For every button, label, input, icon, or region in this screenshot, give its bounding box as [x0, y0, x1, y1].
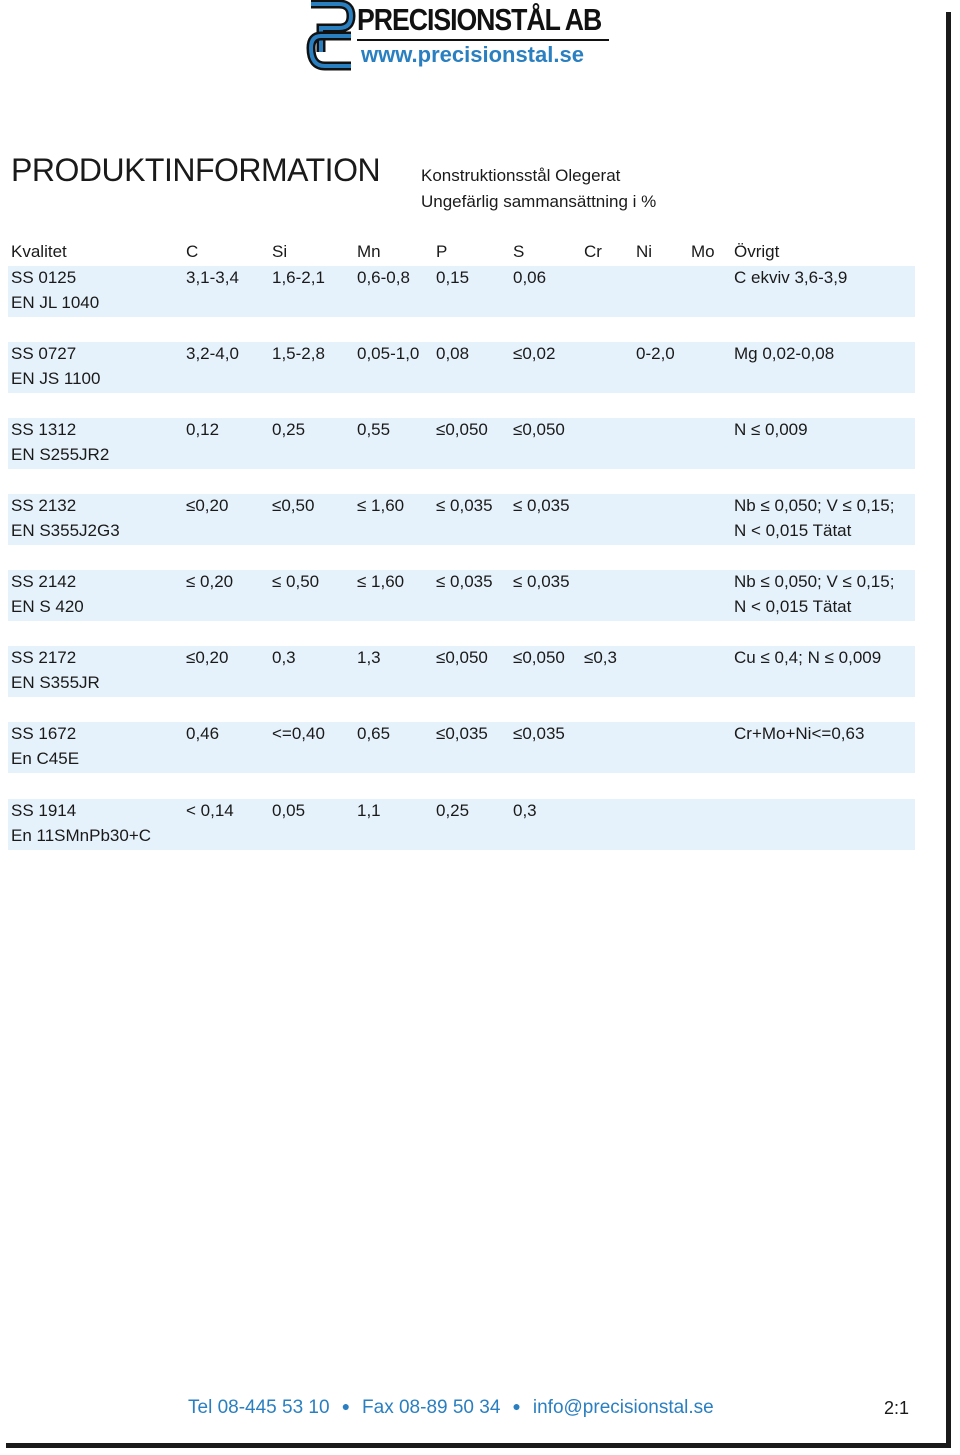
- cell-ovrigt-2: N < 0,015 Tätat: [734, 521, 852, 540]
- cell-mn: 1,3: [357, 648, 381, 667]
- cell-s: ≤ 0,035: [513, 496, 570, 515]
- subtitle-composition: Ungefärlig sammansättning i %: [421, 192, 657, 211]
- cell-si: ≤0,50: [272, 496, 315, 515]
- bullet-separator-icon: ●: [512, 1398, 521, 1414]
- cell-c: ≤ 0,20: [186, 572, 234, 591]
- cell-si: 1,5-2,8: [272, 344, 325, 363]
- cell-s: ≤0,050: [513, 648, 565, 667]
- table-row: [8, 570, 915, 621]
- page-number: 2:1: [884, 1398, 910, 1418]
- cell-ovrigt: Nb ≤ 0,050; V ≤ 0,15;: [734, 496, 895, 515]
- table-row: [8, 494, 915, 545]
- cell-p: ≤ 0,035: [436, 496, 493, 515]
- cell-ss: SS 2172: [11, 648, 77, 667]
- subtitle-material: Konstruktionsstål Olegerat: [421, 166, 621, 185]
- cell-ss: SS 2142: [11, 572, 77, 591]
- cell-cr: ≤0,3: [584, 648, 617, 667]
- cell-en: En 11SMnPb30+C: [11, 826, 152, 845]
- ps-monogram-icon: [305, 0, 357, 72]
- header-c: C: [186, 242, 199, 261]
- cell-si: 0,25: [272, 420, 306, 439]
- cell-si: 0,05: [272, 801, 306, 820]
- logo-divider: [357, 39, 609, 41]
- cell-p: 0,08: [436, 344, 470, 363]
- header-cr: Cr: [584, 242, 602, 261]
- cell-p: 0,25: [436, 801, 470, 820]
- header-mn: Mn: [357, 242, 381, 261]
- table-row: [8, 646, 915, 697]
- cell-en: EN S255JR2: [11, 445, 110, 464]
- header-s: S: [513, 242, 525, 261]
- cell-ss: SS 1672: [11, 724, 77, 743]
- cell-ovrigt: Cr+Mo+Ni<=0,63: [734, 724, 865, 743]
- cell-c: 3,1-3,4: [186, 268, 239, 287]
- cell-ss: SS 2132: [11, 496, 77, 515]
- table-row: [8, 722, 915, 773]
- cell-mn: 0,55: [357, 420, 391, 439]
- cell-ovrigt-2: N < 0,015 Tätat: [734, 597, 852, 616]
- cell-en: EN JL 1040: [11, 293, 100, 312]
- cell-mn: 1,1: [357, 801, 381, 820]
- cell-s: ≤ 0,035: [513, 572, 570, 591]
- cell-ovrigt: Nb ≤ 0,050; V ≤ 0,15;: [734, 572, 895, 591]
- cell-ss: SS 0727: [11, 344, 77, 363]
- cell-s: ≤0,035: [513, 724, 565, 743]
- cell-c: 0,12: [186, 420, 220, 439]
- bullet-separator-icon: ●: [341, 1398, 351, 1414]
- cell-c: ≤0,20: [186, 496, 229, 515]
- cell-si: 1,6-2,1: [272, 268, 325, 287]
- cell-s: ≤0,02: [513, 344, 556, 363]
- cell-ss: SS 1914: [11, 801, 77, 820]
- cell-ovrigt: C ekviv 3,6-3,9: [734, 268, 848, 287]
- footer-email[interactable]: info@precisionstal.se: [532, 1397, 714, 1418]
- header-ni: Ni: [636, 242, 653, 261]
- cell-ss: SS 0125: [11, 268, 77, 287]
- cell-ovrigt: N ≤ 0,009: [734, 420, 808, 439]
- cell-p: 0,15: [436, 268, 470, 287]
- header-p: P: [436, 242, 448, 261]
- company-logo: [305, 0, 625, 72]
- cell-mn: ≤ 1,60: [357, 572, 405, 591]
- cell-p: ≤0,050: [436, 420, 488, 439]
- cell-ovrigt: Cu ≤ 0,4; N ≤ 0,009: [734, 648, 882, 667]
- cell-c: 0,46: [186, 724, 220, 743]
- table-header: [11, 242, 916, 264]
- page-frame-right: [946, 12, 951, 1448]
- table-row: [8, 799, 915, 850]
- footer-contact: [188, 1397, 714, 1419]
- cell-ovrigt: Mg 0,02-0,08: [734, 344, 835, 363]
- cell-s: ≤0,050: [513, 420, 565, 439]
- company-website[interactable]: www.precisionstal.se: [361, 42, 584, 67]
- cell-p: ≤0,050: [436, 648, 488, 667]
- table-row: [8, 342, 915, 393]
- cell-ni: 0-2,0: [636, 344, 675, 363]
- page-title: PRODUKTINFORMATION: [11, 152, 381, 188]
- header-si: Si: [272, 242, 288, 261]
- cell-ss: SS 1312: [11, 420, 77, 439]
- cell-p: ≤0,035: [436, 724, 488, 743]
- footer-phone[interactable]: Tel 08-445 53 10: [188, 1397, 330, 1418]
- cell-en: EN JS 1100: [11, 369, 101, 388]
- cell-si: ≤ 0,50: [272, 572, 320, 591]
- cell-en: En C45E: [11, 749, 80, 768]
- company-name: PRECISIONSTÅL AB: [357, 2, 602, 37]
- header-kvalitet: Kvalitet: [11, 242, 67, 261]
- cell-en: EN S355JR: [11, 673, 100, 692]
- footer-fax: Fax 08-89 50 34: [362, 1397, 501, 1418]
- page-frame-bottom: [6, 1443, 951, 1448]
- table-row: [8, 418, 915, 469]
- cell-si: 0,3: [272, 648, 296, 667]
- cell-c: ≤0,20: [186, 648, 229, 667]
- cell-mn: 0,65: [357, 724, 391, 743]
- cell-c: < 0,14: [186, 801, 234, 820]
- header-mo: Mo: [691, 242, 715, 261]
- cell-en: EN S355J2G3: [11, 521, 120, 540]
- cell-s: 0,06: [513, 268, 547, 287]
- cell-mn: 0,6-0,8: [357, 268, 410, 287]
- cell-s: 0,3: [513, 801, 537, 820]
- cell-en: EN S 420: [11, 597, 84, 616]
- table-row: [8, 266, 915, 317]
- cell-mn: ≤ 1,60: [357, 496, 405, 515]
- header-ovrigt: Övrigt: [734, 242, 780, 261]
- cell-p: ≤ 0,035: [436, 572, 493, 591]
- cell-c: 3,2-4,0: [186, 344, 239, 363]
- cell-si: <=0,40: [272, 724, 325, 743]
- cell-mn: 0,05-1,0: [357, 344, 420, 363]
